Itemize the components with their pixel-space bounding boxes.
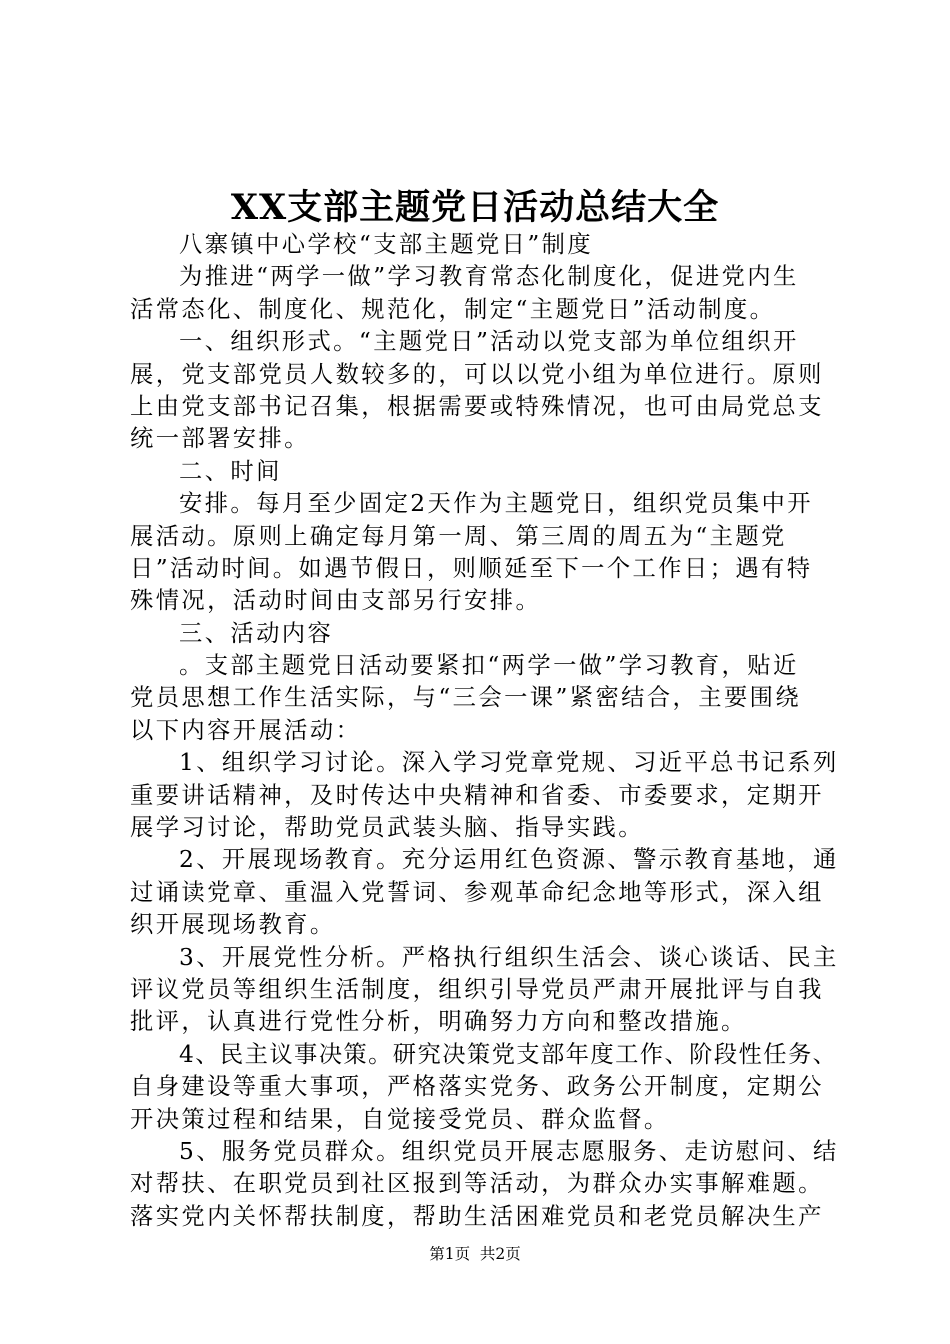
document-title: XX支部主题党日活动总结大全 [230,187,720,228]
body-line: 日”活动时间。如遇节假日，则顺延至下一个工作日；遇有特 [130,554,813,582]
body-line: 以下内容开展活动： [130,716,362,744]
body-line: 三、活动内容 [179,619,334,647]
body-line: 过诵读党章、重温入党誓词、参观革命纪念地等形式，深入组 [130,878,824,906]
body-line: 批评，认真进行党性分析，明确努力方向和整改措施。 [130,1008,747,1036]
body-line: 评议党员等组织生活制度，组织引导党员严肃开展批评与自我 [130,975,824,1003]
body-line: 4、民主议事决策。研究决策党支部年度工作、阶段性任务、 [179,1040,838,1068]
body-line: 统一部署安排。 [130,425,310,453]
document-body [130,229,842,1233]
body-line: 开决策过程和结果，自觉接受党员、群众监督。 [130,1105,670,1133]
page-number-label: 第1页 共2页 [429,1245,521,1263]
body-line: 展学习讨论，帮助党员武装头脑、指导实践。 [130,814,644,842]
body-line: 展活动。原则上确定每月第一周、第三周的周五为“主题党 [130,522,787,550]
body-line: 2、开展现场教育。充分运用红色资源、警示教育基地，通 [179,846,839,874]
body-line: 落实党内关怀帮扶制度，帮助生活困难党员和老党员解决生产 [130,1202,824,1230]
page-footer [0,1244,950,1264]
body-line: 活常态化、制度化、规范化，制定“主题党日”活动制度。 [130,295,776,323]
body-line: 殊情况，活动时间由支部另行安排。 [130,587,542,615]
body-line: 5、服务党员群众。组织党员开展志愿服务、走访慰问、结 [179,1137,839,1165]
body-line: 安排。每月至少固定2天作为主题党日，组织党员集中开 [179,490,813,518]
body-line: 1、组织学习讨论。深入学习党章党规、习近平总书记系列 [179,749,839,777]
body-line: 为推进“两学一做”学习教育常态化制度化，促进党内生 [179,263,799,291]
body-line: 二、时间 [179,457,282,485]
body-line: 。支部主题党日活动要紧扣“两学一做”学习教育，贴近 [179,652,799,680]
body-line: 党员思想工作生活实际，与“三会一课”紧密结合，主要围绕 [130,684,802,712]
body-line: 重要讲话精神，及时传达中央精神和省委、市委要求，定期开 [130,781,824,809]
body-line: 3、开展党性分析。严格执行组织生活会、谈心谈话、民主 [179,943,839,971]
body-line: 自身建设等重大事项，严格落实党务、政务公开制度，定期公 [130,1073,824,1101]
body-line: 上由党支部书记召集，根据需要或特殊情况，也可由局党总支 [130,392,824,420]
body-line: 对帮扶、在职党员到社区报到等活动，为群众办实事解难题。 [130,1170,824,1198]
body-line: 织开展现场教育。 [130,911,336,939]
body-line: 展，党支部党员人数较多的，可以以党小组为单位进行。原则 [130,360,824,388]
body-line: 一、组织形式。“主题党日”活动以党支部为单位组织开 [179,328,799,356]
body-line: 八寨镇中心学校“支部主题党日”制度 [179,231,594,258]
